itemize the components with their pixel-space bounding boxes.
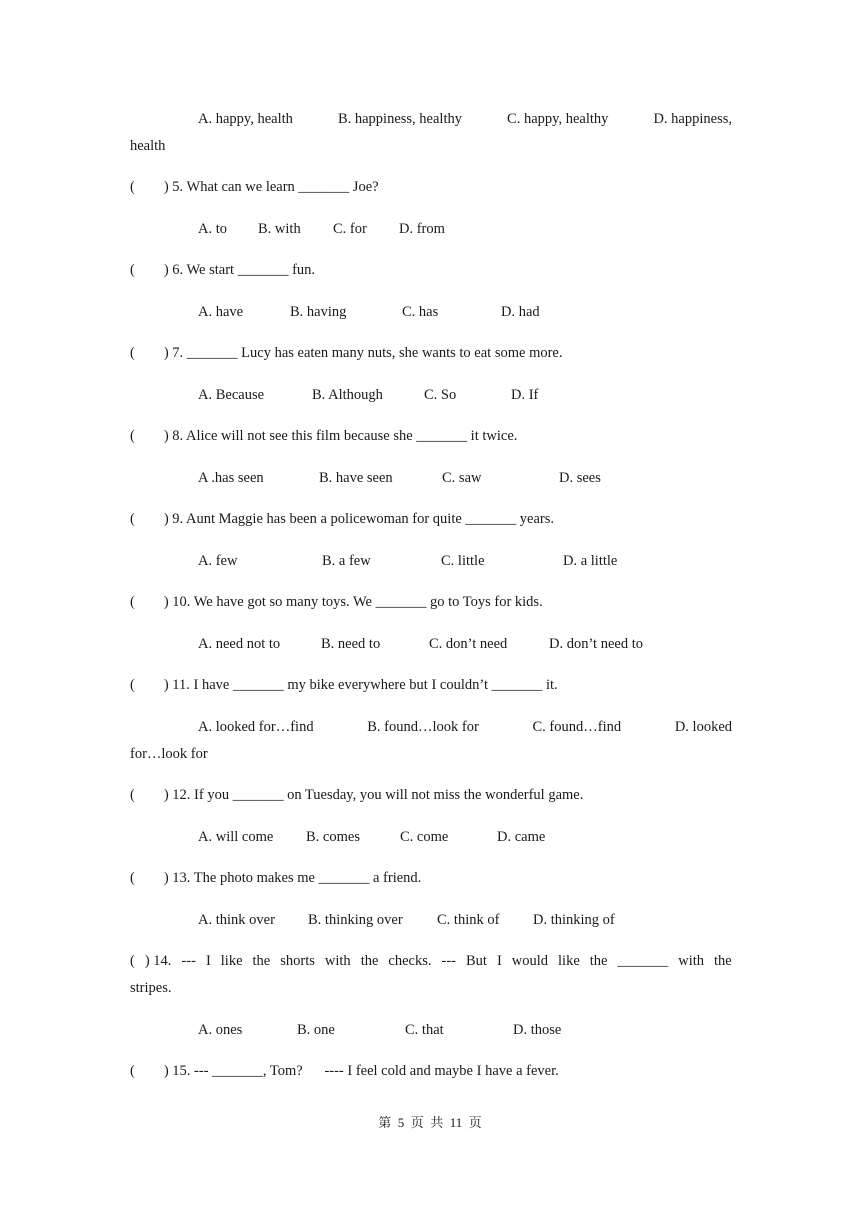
q10-option-c: C. don’t need: [429, 636, 508, 652]
q4-option-c: C. happy, healthy: [507, 111, 609, 127]
q9-option-a: A. few: [198, 553, 238, 569]
q8-stem: ( ) 8. Alice will not see this film because she _______ it twice.: [130, 428, 518, 444]
q14-stem-word: the: [589, 953, 608, 969]
q14-stem-word: ) 14.: [144, 953, 172, 969]
q6-option-a: A. have: [198, 304, 244, 320]
q4-options: [198, 110, 732, 128]
q10-option-b: B. need to: [321, 636, 381, 652]
q14-stem-word: I: [205, 953, 211, 969]
q12-option-a: A. will come: [198, 829, 274, 845]
q14-stem-word: _______: [617, 953, 669, 969]
q13-option-a: A. think over: [198, 912, 275, 928]
q13-option-d: D. thinking of: [533, 912, 615, 928]
q8-option-a: A .has seen: [198, 470, 264, 486]
q12-option-d: D. came: [497, 829, 546, 845]
q14-stem-word: But: [465, 953, 487, 969]
q11-stem: ( ) 11. I have _______ my bike everywhere but I couldn’t _______ it.: [130, 677, 558, 693]
q14-stem-word: like: [220, 953, 243, 969]
q9-option-c: C. little: [441, 553, 485, 569]
q10-option-d: D. don’t need to: [549, 636, 643, 652]
q14-stem-wrap: stripes.: [130, 980, 172, 996]
q7-option-c: C. So: [424, 387, 457, 403]
q11-options: [198, 718, 732, 736]
q7-option-b: B. Although: [312, 387, 383, 403]
q11-option-a: A. looked for…find: [198, 719, 314, 735]
q7-option-a: A. Because: [198, 387, 265, 403]
q14-stem-word: with: [324, 953, 351, 969]
q14-stem-word: the: [252, 953, 271, 969]
q14-option-a: A. ones: [198, 1022, 243, 1038]
q6-option-c: C. has: [402, 304, 439, 320]
q14-stem-word: like: [558, 953, 580, 969]
q15-stem: ( ) 15. --- _______, Tom? ---- I feel cold and maybe I have a fever.: [130, 1063, 559, 1079]
q14-stem-word: shorts: [280, 953, 315, 969]
q14-stem-word: (: [130, 953, 135, 969]
q13-option-c: C. think of: [437, 912, 500, 928]
q6-stem: ( ) 6. We start _______ fun.: [130, 262, 316, 278]
q8-option-b: B. have seen: [319, 470, 393, 486]
q13-option-b: B. thinking over: [308, 912, 403, 928]
q14-stem-word: the: [714, 953, 732, 969]
q11-option-c: C. found…find: [532, 719, 622, 735]
q14-option-b: B. one: [297, 1022, 335, 1038]
q6-option-b: B. having: [290, 304, 347, 320]
q12-option-c: C. come: [400, 829, 449, 845]
q14-stem: [130, 952, 732, 970]
q6-option-d: D. had: [501, 304, 540, 320]
q5-option-d: D. from: [399, 221, 445, 237]
q8-option-d: D. sees: [559, 470, 601, 486]
q4-option-a: A. happy, health: [198, 111, 293, 127]
q5-option-b: B. with: [258, 221, 301, 237]
q11-option-b: B. found…look for: [367, 719, 479, 735]
q14-stem-word: would: [511, 953, 549, 969]
q7-option-d: D. If: [511, 387, 539, 403]
q10-stem: ( ) 10. We have got so many toys. We _______ go to Toys for kids.: [130, 594, 543, 610]
q5-option-c: C. for: [333, 221, 367, 237]
q5-stem: ( ) 5. What can we learn _______ Joe?: [130, 179, 379, 195]
q14-stem-word: ---: [181, 953, 196, 969]
q9-stem: ( ) 9. Aunt Maggie has been a policewoman for quite _______ years.: [130, 511, 555, 527]
q14-stem-word: checks.: [388, 953, 432, 969]
q14-stem-word: I: [496, 953, 502, 969]
q12-option-b: B. comes: [306, 829, 360, 845]
q7-stem: ( ) 7. _______ Lucy has eaten many nuts, she wants to eat some more.: [130, 345, 563, 361]
q14-stem-word: the: [360, 953, 379, 969]
q12-stem: ( ) 12. If you _______ on Tuesday, you will not miss the wonderful game.: [130, 787, 584, 803]
q9-option-d: D. a little: [563, 553, 618, 569]
q4-option-d: D. happiness,: [653, 111, 732, 127]
q11-option-d: D. looked: [674, 719, 732, 735]
q5-option-a: A. to: [198, 221, 227, 237]
q9-option-b: B. a few: [322, 553, 371, 569]
q4-option-b: B. happiness, healthy: [337, 111, 462, 127]
q14-stem-word: with: [678, 953, 705, 969]
page-footer: 第 5 页 共 11 页: [378, 1115, 482, 1130]
q8-option-c: C. saw: [442, 470, 482, 486]
q14-stem-word: ---: [441, 953, 456, 969]
q10-option-a: A. need not to: [198, 636, 281, 652]
q4-option-wrap: health: [130, 138, 166, 154]
q11-option-wrap: for…look for: [130, 746, 208, 762]
q14-option-c: C. that: [405, 1022, 444, 1038]
q13-stem: ( ) 13. The photo makes me _______ a friend.: [130, 870, 422, 886]
q14-option-d: D. those: [513, 1022, 562, 1038]
